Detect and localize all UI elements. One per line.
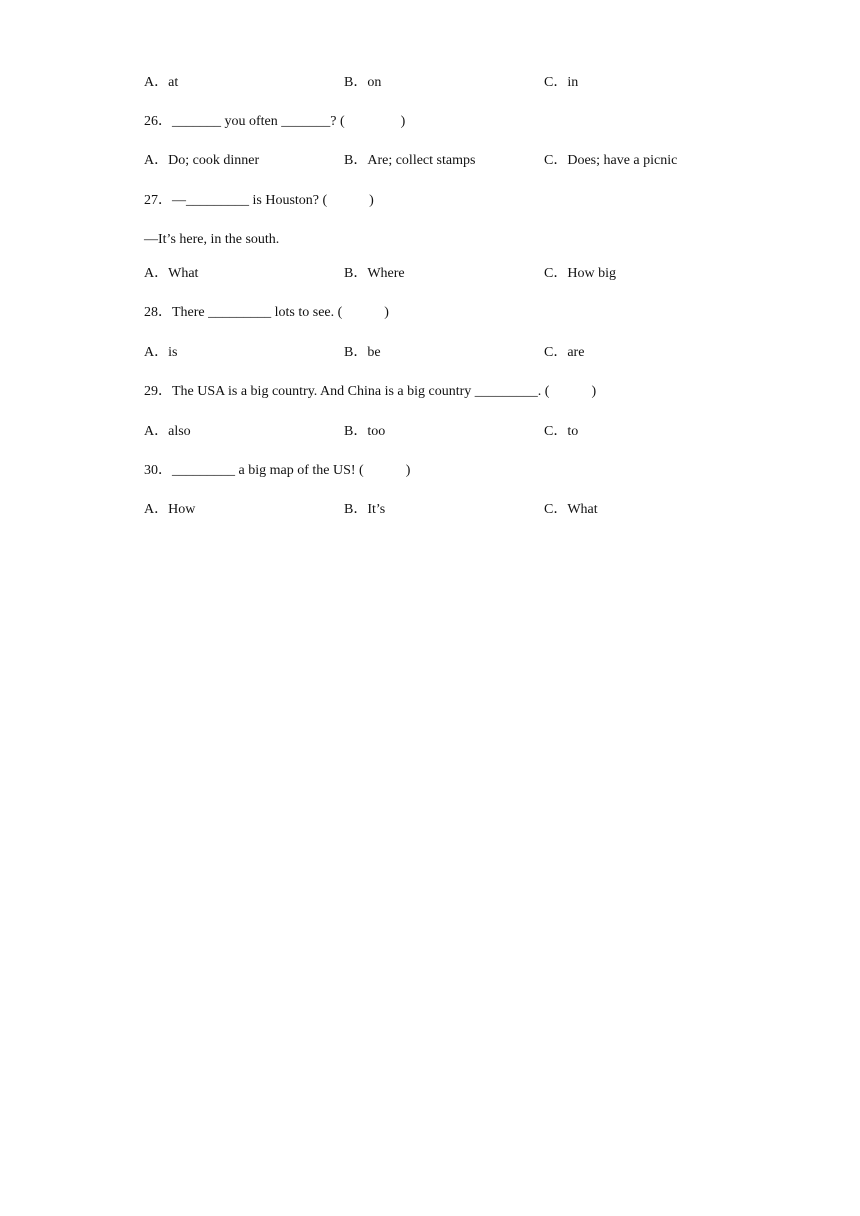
options-row-q25: [144, 74, 744, 92]
question-27: 27．—_________ is Houston? ( ): [144, 193, 374, 208]
options-row-q27: [144, 265, 744, 283]
option-b: B．too: [344, 424, 386, 439]
option-c: C．How big: [544, 266, 616, 281]
option-a: A．is: [144, 345, 178, 360]
options-row-q28: [144, 344, 744, 362]
option-a: A．How: [144, 502, 196, 517]
question-27-response: —It’s here, in the south.: [144, 232, 280, 247]
options-row-q30: [144, 501, 744, 519]
question-29: 29．The USA is a big country. And China is a big country _________. ( ): [144, 384, 597, 399]
question-30: 30．_________ a big map of the US! ( ): [144, 463, 411, 478]
option-a: A．What: [144, 266, 199, 281]
option-a: A．Do; cook dinner: [144, 153, 260, 168]
question-28: 28．There _________ lots to see. ( ): [144, 305, 389, 320]
option-c: C．What: [544, 502, 598, 517]
option-a: A．at: [144, 75, 179, 90]
option-c: C．to: [544, 424, 579, 439]
options-row-q26: [144, 152, 744, 170]
option-b: B．on: [344, 75, 382, 90]
option-b: B．Are; collect stamps: [344, 153, 476, 168]
option-c: C．in: [544, 75, 579, 90]
option-a: A．also: [144, 424, 191, 439]
option-b: B．be: [344, 345, 381, 360]
option-c: C．are: [544, 345, 585, 360]
option-b: B．Where: [344, 266, 405, 281]
option-c: C．Does; have a picnic: [544, 153, 678, 168]
option-b: B．It’s: [344, 502, 386, 517]
question-26: 26．_______ you often _______? ( ): [144, 114, 406, 129]
options-row-q29: [144, 423, 744, 441]
